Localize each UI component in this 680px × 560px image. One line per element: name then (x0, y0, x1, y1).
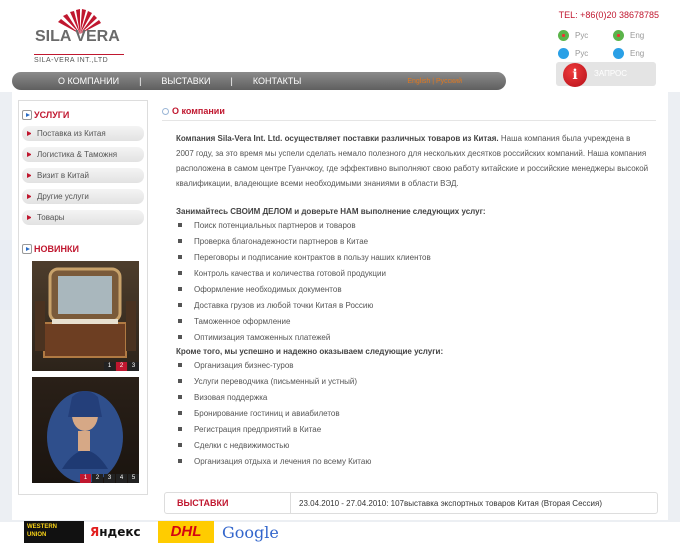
intro-bold: Компания Sila-Vera Int. Ltd. осуществляет поставки различных товаров из Китая. (176, 134, 499, 143)
list-item-text: Организация бизнес-туров (194, 360, 294, 370)
info-icon: i (563, 63, 587, 87)
madonna-image (32, 377, 139, 483)
additional-services-list (176, 357, 656, 469)
phone-number (559, 10, 659, 20)
query-label: ЗАПРОС (594, 69, 627, 78)
list-item-text: Организация отдыха и лечения по всему Китаю (194, 456, 372, 466)
furniture-image (32, 261, 139, 371)
skype-en-label: Eng (630, 48, 645, 58)
list-item (176, 249, 656, 265)
nav-separator: | (230, 76, 233, 86)
bullet-arrow-icon (27, 173, 32, 178)
icq-en-link[interactable] (613, 30, 668, 41)
intro-paragraph (176, 131, 650, 191)
services-list-heading: Занимайтесь СВОИМ ДЕЛОМ и доверьте НАМ выполнение следующих услуг: (176, 207, 486, 216)
service-other-link[interactable] (22, 189, 144, 204)
nav-contacts[interactable]: КОНТАКТЫ (252, 76, 302, 86)
list-item-text: Регистрация предприятий в Китае (194, 424, 322, 434)
bullet (178, 303, 182, 307)
service-label: Логистика & Таможня (37, 150, 118, 159)
bullet (178, 335, 182, 339)
list-item-text: Контроль качества и количества готовой продукции (194, 268, 386, 278)
icq-flower-icon (613, 30, 624, 41)
skype-en-link[interactable] (613, 48, 668, 59)
list-item (176, 329, 656, 345)
lang-separator: | (432, 77, 435, 85)
bullet-arrow-icon (27, 215, 32, 220)
skype-ru-label: Рус (575, 48, 589, 58)
pager-page-3[interactable]: 3 (104, 474, 115, 483)
skype-icon (613, 48, 624, 59)
list-item (176, 233, 656, 249)
arrow-icon (22, 244, 32, 254)
nav-about[interactable]: О КОМПАНИИ (58, 76, 120, 86)
icq-flower-icon (558, 30, 569, 41)
pager-page-5[interactable]: 5 (128, 474, 139, 483)
service-label: Другие услуги (37, 192, 89, 201)
bullet (178, 239, 182, 243)
query-button[interactable] (556, 62, 656, 86)
list-item-text: Таможенное оформление (194, 316, 291, 326)
news-photo-furniture[interactable] (32, 261, 139, 371)
logo-name: SILA VERA (35, 28, 120, 45)
bullet (178, 363, 182, 367)
news-photo-icon[interactable] (32, 377, 139, 483)
bullet (178, 443, 182, 447)
services-menu (19, 123, 147, 225)
lang-russian-link[interactable]: Русский (436, 77, 462, 85)
page-title (162, 104, 656, 118)
services-list (176, 217, 656, 345)
list-item-text: Оптимизация таможенных платежей (194, 332, 331, 342)
list-item (176, 265, 656, 281)
bullet (178, 287, 182, 291)
yandex-first-letter: Я (90, 525, 100, 539)
list-item (176, 373, 656, 389)
page-title-text: О компании (172, 106, 225, 116)
bullet (178, 223, 182, 227)
list-item (176, 405, 656, 421)
messenger-links (558, 26, 668, 62)
bullet (178, 255, 182, 259)
bullet-arrow-icon (27, 152, 32, 157)
additional-services-heading: Кроме того, мы успешно и надежно оказываем следующие услуги: (176, 347, 444, 356)
list-item-text: Поиск потенциальных партнеров и товаров (194, 220, 356, 230)
wu-line-1: WESTERN (27, 524, 57, 530)
arrow-icon (22, 110, 32, 120)
list-item (176, 217, 656, 233)
sidebar (18, 100, 148, 495)
pager-page-2[interactable]: 2 (116, 362, 127, 371)
list-item (176, 297, 656, 313)
list-item-text: Оформление необходимых документов (194, 284, 342, 294)
bullet-arrow-icon (27, 194, 32, 199)
icq-ru-link[interactable] (558, 30, 613, 41)
list-item-text: Услуги переводчика (письменный и устный) (194, 376, 358, 386)
bullet-arrow-icon (27, 131, 32, 136)
lang-english-link[interactable]: English (407, 77, 431, 85)
intro-text: Наша компания была учреждена в 2007 году, за это время мы успели сделать немало полезного для нескольких десятков российских компаний. Наша компания расположена в самом центре Гуанчжоу, где эффективно выполняют свою работу китайские и российские менеджеры высокой квалификации, владеющие всеми необходимыми знаниями в области ВЭД. (176, 134, 649, 188)
list-item-text: Переговоры и подписание контрактов в пользу наших клиентов (194, 252, 431, 262)
dhl-logo[interactable]: DHL (158, 521, 214, 543)
list-item-text: Доставка грузов из любой точки Китая в Россию (194, 300, 374, 310)
google-logo[interactable]: Google (222, 522, 279, 542)
service-label: Товары (37, 213, 65, 222)
news-heading (19, 241, 79, 257)
bullet (178, 379, 182, 383)
main-nav (12, 72, 506, 90)
yandex-rest: ндекс (99, 525, 141, 539)
title-arrow-icon (162, 108, 169, 115)
list-item (176, 357, 656, 373)
skype-ru-link[interactable] (558, 48, 613, 59)
list-item-text: Проверка благонадежности партнеров в Китае (194, 236, 369, 246)
list-item (176, 281, 656, 297)
service-supply-link[interactable] (22, 126, 144, 141)
tel-label: TEL: (558, 10, 578, 20)
pager-page-4[interactable]: 4 (116, 474, 127, 483)
list-item (176, 389, 656, 405)
service-goods-link[interactable] (22, 210, 144, 225)
skype-icon (558, 48, 569, 59)
list-item (176, 453, 656, 469)
list-item-text: Сделки с недвижимостью (194, 440, 290, 450)
bullet (178, 427, 182, 431)
title-divider (162, 120, 656, 121)
list-item (176, 437, 656, 453)
photo-pager (103, 362, 139, 371)
service-visit-link[interactable] (22, 168, 144, 183)
partner-logos (24, 520, 304, 544)
services-heading (19, 107, 147, 123)
pager-page-2[interactable]: 2 (92, 474, 103, 483)
bullet (178, 395, 182, 399)
wu-line-2: UNION (27, 532, 47, 538)
pager-page-3[interactable]: 3 (128, 362, 139, 371)
list-item (176, 421, 656, 437)
yandex-logo[interactable] (90, 521, 150, 543)
logo-subtitle: SILA-VERA INT.,LTD (34, 57, 109, 64)
service-label: Визит в Китай (37, 171, 89, 180)
nav-exhibitions[interactable]: ВЫСТАВКИ (161, 76, 211, 86)
icq-en-label: Eng (630, 30, 645, 40)
bullet (178, 319, 182, 323)
tel-value: +86(0)20 38678785 (580, 10, 659, 20)
services-title: УСЛУГИ (34, 110, 70, 120)
exhibitions-bar (164, 492, 658, 514)
pager-page-1[interactable]: 1 (80, 474, 91, 483)
logo-underline (34, 54, 124, 55)
service-logistics-link[interactable] (22, 147, 144, 162)
news-title: НОВИНКИ (34, 244, 79, 254)
bullet (178, 411, 182, 415)
list-item-text: Визовая поддержка (194, 392, 268, 402)
main-content (162, 104, 656, 469)
bullet (178, 459, 182, 463)
exhibitions-label[interactable]: ВЫСТАВКИ (165, 493, 291, 513)
list-item (176, 313, 656, 329)
language-switch (407, 78, 462, 85)
icq-ru-label: Рус (575, 30, 589, 40)
photo-pager (79, 474, 139, 483)
list-item-text: Бронирование гостиниц и авиабилетов (194, 408, 340, 418)
exhibition-item-link[interactable]: 23.04.2010 - 27.04.2010: 107выставка экспортных товаров Китая (Вторая Сессия) (299, 498, 602, 508)
western-union-logo[interactable] (24, 521, 84, 543)
nav-separator: | (139, 76, 142, 86)
bullet (178, 271, 182, 275)
pager-page-1[interactable]: 1 (104, 362, 115, 371)
service-label: Поставка из Китая (37, 129, 106, 138)
